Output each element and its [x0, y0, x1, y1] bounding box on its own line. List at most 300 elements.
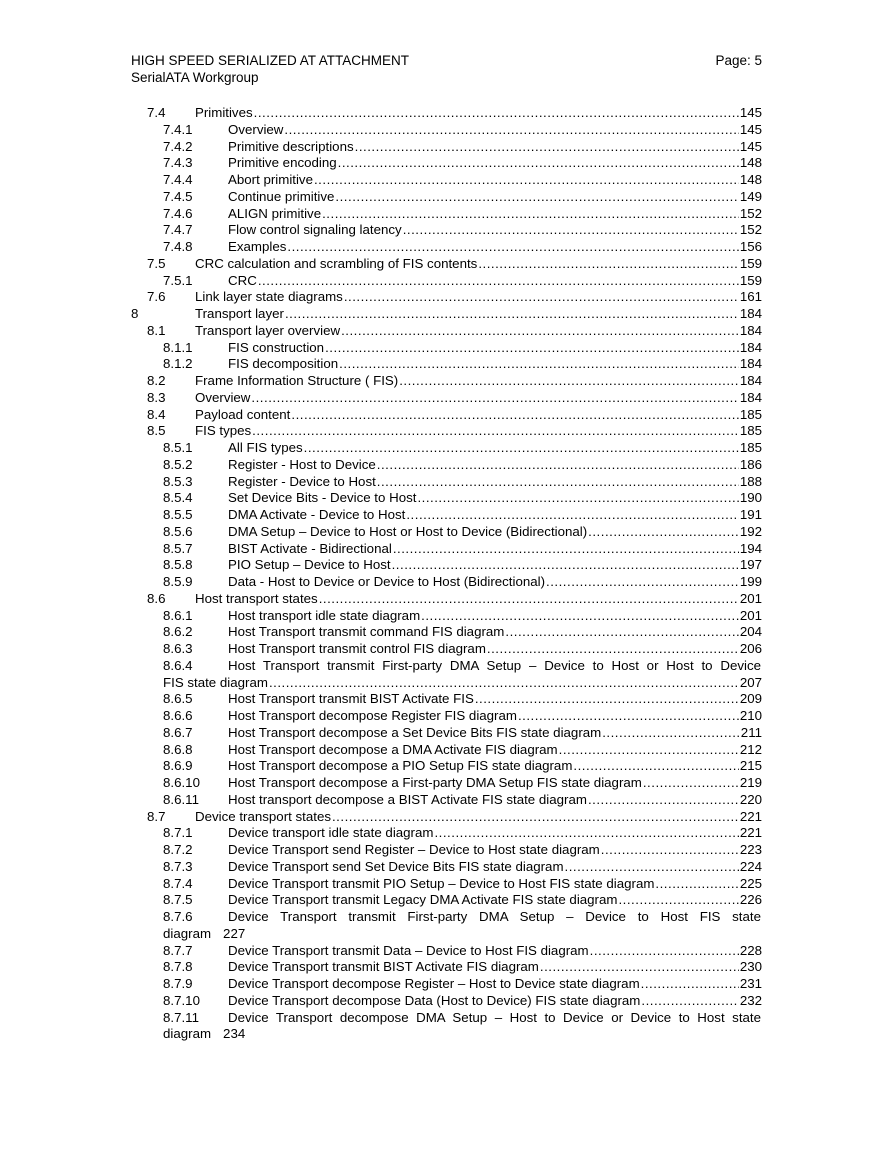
toc-entry-page: 204	[739, 624, 762, 640]
toc-entry[interactable]	[131, 557, 762, 574]
toc-entry-number: 8.7.1	[163, 825, 193, 841]
toc-dot-leader	[406, 507, 738, 524]
toc-entry-line	[131, 926, 762, 943]
toc-dot-leader	[325, 340, 739, 357]
toc-entry[interactable]	[131, 742, 762, 759]
toc-entry-page: 145	[739, 138, 762, 154]
toc-entry-title: Device Transport send Set Device Bits FIS state diagram	[228, 858, 564, 874]
toc-entry-body	[228, 189, 762, 206]
toc-entry-title: Host Transport decompose a Set Device Bits FIS state diagram	[228, 724, 602, 740]
toc-dot-leader	[643, 775, 739, 792]
toc-entry-number: 8.5.1	[163, 440, 193, 455]
toc-entry-title: DMA Activate - Device to Host	[228, 507, 406, 522]
toc-entry-number: 7.5	[147, 255, 166, 271]
toc-entry[interactable]	[131, 524, 762, 541]
toc-entry-number: 8.5.6	[163, 523, 193, 539]
toc-entry-body	[228, 608, 762, 625]
toc-entry-page: 161	[739, 289, 762, 305]
toc-dot-leader	[341, 323, 739, 340]
toc-entry-number: 7.4.8	[163, 239, 193, 254]
toc-entry[interactable]	[131, 373, 762, 390]
toc-dot-leader	[284, 122, 738, 139]
toc-entry-page: 231	[739, 976, 762, 991]
toc-entry-title: PIO Setup – Device to Host	[228, 557, 391, 573]
toc-entry[interactable]	[131, 775, 762, 792]
toc-entry-title: Transport layer overview	[195, 322, 341, 338]
toc-entry-page: 184	[739, 322, 762, 338]
toc-dot-leader	[285, 306, 739, 323]
toc-dot-leader	[304, 440, 739, 457]
toc-dot-leader	[403, 222, 739, 239]
toc-entry-body	[195, 591, 762, 608]
toc-entry-number: 8.6	[147, 590, 166, 606]
toc-entry-number: 8.7.3	[163, 858, 193, 874]
toc-entry-title: Host transport states	[195, 590, 318, 606]
toc-entry-body	[228, 541, 762, 558]
toc-dot-leader	[590, 943, 739, 960]
toc-entry-body	[228, 172, 762, 189]
organization-name: SerialATA Workgroup	[131, 70, 259, 85]
toc-entry-page: 184	[739, 306, 762, 321]
toc-entry[interactable]	[131, 189, 762, 206]
toc-entry[interactable]	[131, 691, 762, 708]
toc-entry-number: 8.4	[147, 406, 166, 422]
toc-entry-number: 7.5.1	[163, 272, 193, 288]
toc-entry[interactable]	[131, 390, 762, 407]
toc-dot-leader	[475, 691, 739, 708]
toc-dot-leader	[339, 356, 739, 373]
toc-entry-line	[131, 1026, 762, 1043]
toc-dot-leader	[573, 758, 738, 775]
toc-entry-page: 185	[739, 406, 762, 422]
toc-dot-leader	[314, 172, 739, 189]
toc-entry-title: Device Transport decompose Register – Host to Device state diagram	[228, 976, 640, 991]
toc-entry-body	[228, 340, 762, 357]
toc-entry-body	[195, 105, 762, 122]
toc-entry-page: 145	[739, 105, 762, 120]
toc-entry-line	[131, 658, 762, 675]
toc-entry-title: Register - Device to Host	[228, 473, 376, 489]
toc-entry[interactable]	[131, 641, 762, 658]
toc-entry-number: 8.5.2	[163, 456, 193, 472]
toc-dot-leader	[335, 189, 738, 206]
toc-entry-body	[228, 206, 762, 223]
toc-entry-number: 8.6.11	[163, 791, 199, 807]
toc-entry[interactable]	[131, 825, 762, 842]
toc-entry-body	[228, 842, 762, 859]
toc-entry[interactable]	[131, 876, 762, 893]
toc-entry-body	[228, 273, 762, 290]
toc-entry-number: 8.6.6	[163, 708, 193, 723]
toc-entry-number: 8.7.8	[163, 959, 193, 975]
toc-entry[interactable]	[131, 340, 762, 357]
toc-entry-title: CRC	[228, 272, 257, 288]
toc-dot-leader	[322, 206, 739, 223]
toc-entry-number: 7.4.6	[163, 205, 193, 221]
toc-dot-leader	[377, 474, 739, 491]
toc-entry-number: 7.6	[147, 289, 166, 305]
toc-entry-page: 212	[739, 741, 762, 757]
toc-entry[interactable]	[131, 423, 762, 440]
toc-dot-leader	[655, 876, 738, 893]
toc-entry-body	[228, 641, 762, 658]
toc-entry-number: 8.7.11	[163, 1009, 199, 1025]
toc-entry-title: BIST Activate - Bidirectional	[228, 540, 392, 556]
toc-entry-body	[228, 892, 762, 909]
toc-entry-title: Payload content	[195, 406, 291, 422]
toc-entry-page: 219	[739, 775, 762, 790]
toc-entry[interactable]	[131, 809, 762, 826]
toc-entry[interactable]	[131, 725, 762, 742]
toc-entry-title: Host Transport transmit BIST Activate FIS	[228, 691, 474, 707]
toc-entry-title: Device Transport transmit Legacy DMA Activate FIS state diagram	[228, 892, 618, 908]
toc-entry-body	[195, 306, 762, 323]
toc-entry-body	[228, 758, 762, 775]
toc-dot-leader	[393, 541, 739, 558]
toc-entry-number: 8.6.1	[163, 607, 193, 623]
toc-dot-leader	[258, 273, 739, 290]
toc-dot-leader	[355, 139, 739, 156]
page-number: Page: 5	[715, 53, 762, 68]
toc-entry-line	[131, 909, 762, 926]
toc-entry-body	[228, 1010, 762, 1027]
toc-entry-title: Host Transport decompose a First-party DMA Setup FIS state diagram	[228, 775, 642, 790]
toc-entry-number: 7.4.5	[163, 188, 193, 204]
toc-entry-number: 8.3	[147, 389, 166, 405]
toc-dot-leader	[602, 725, 740, 742]
toc-entry-title-continued: FIS state diagram	[163, 674, 268, 690]
toc-entry-page: 148	[739, 172, 762, 187]
toc-entry[interactable]	[131, 708, 762, 725]
toc-entry-number: 8.6.7	[163, 724, 193, 740]
toc-entry-title: Overview	[195, 389, 251, 405]
toc-entry-page: 191	[739, 507, 762, 522]
page-header	[131, 52, 762, 86]
toc-dot-leader	[417, 490, 738, 507]
toc-entry[interactable]	[131, 122, 762, 139]
toc-entry-page: 223	[739, 842, 762, 857]
toc-dot-leader	[377, 457, 739, 474]
toc-entry-page: 215	[739, 758, 762, 774]
toc-entry[interactable]	[131, 842, 762, 859]
toc-entry[interactable]	[131, 976, 762, 993]
toc-dot-leader	[252, 423, 739, 440]
toc-entry-number: 7.4.3	[163, 155, 193, 171]
toc-dot-leader	[618, 892, 738, 909]
toc-entry-number: 8.7	[147, 808, 166, 824]
toc-entry[interactable]	[131, 105, 762, 122]
toc-entry-number: 8.6.5	[163, 691, 193, 707]
toc-entry-title: Host Transport decompose Register FIS diagram	[228, 708, 517, 723]
toc-entry-title: Continue primitive	[228, 188, 335, 204]
toc-entry-title: Device transport states	[195, 808, 331, 824]
toc-entry[interactable]	[131, 859, 762, 876]
toc-entry[interactable]	[131, 273, 762, 290]
toc-entry-page: 152	[739, 205, 762, 221]
toc-entry-number: 8.7.4	[163, 875, 193, 891]
toc-entry-number: 8.6.2	[163, 624, 193, 640]
toc-dot-leader	[641, 993, 738, 1010]
toc-dot-leader	[392, 557, 739, 574]
toc-entry[interactable]	[131, 993, 762, 1010]
toc-entry-page: 224	[739, 858, 762, 874]
toc-entry-title: FIS types	[195, 423, 252, 439]
toc-entry-page: 159	[739, 255, 762, 271]
toc-entry[interactable]	[131, 658, 762, 692]
toc-entry-title: Primitives	[195, 105, 253, 120]
toc-entry-number: 7.4.7	[163, 222, 193, 238]
toc-dot-leader	[487, 641, 739, 658]
toc-entry-page: 201	[739, 607, 762, 623]
toc-entry-number: 8.6.9	[163, 758, 193, 774]
toc-entry-number: 8.5	[147, 423, 166, 439]
toc-entry-body	[228, 792, 762, 809]
toc-entry-title: DMA Setup – Device to Host or Host to Device (Bidirectional)	[228, 523, 588, 539]
toc-entry-body	[228, 524, 762, 541]
toc-entry[interactable]	[131, 139, 762, 156]
toc-entry-number: 8.6.4	[163, 657, 193, 673]
toc-entry[interactable]	[131, 206, 762, 223]
toc-entry-number: 8.5.9	[163, 574, 193, 589]
toc-entry-title: Primitive encoding	[228, 155, 337, 171]
toc-dot-leader	[641, 976, 739, 993]
toc-entry-title: Transport layer	[195, 306, 284, 321]
toc-entry-title: FIS construction	[228, 339, 325, 355]
toc-entry-title: Link layer state diagrams	[195, 289, 343, 305]
toc-entry-page: 226	[739, 892, 762, 908]
toc-entry-line	[131, 1010, 762, 1027]
toc-entry-number: 8.7.7	[163, 942, 193, 958]
toc-entry-title: Primitive descriptions	[228, 138, 354, 154]
toc-entry-title: Device Transport transmit First-party DMA Setup – Device to Host FIS state	[228, 909, 761, 924]
toc-entry-number: 7.4.1	[163, 121, 193, 137]
toc-dot-leader	[546, 574, 739, 591]
toc-entry-page: 186	[739, 456, 762, 472]
toc-entry[interactable]	[131, 892, 762, 909]
toc-dot-leader	[540, 959, 739, 976]
toc-entry-body	[228, 155, 762, 172]
toc-entry[interactable]	[131, 256, 762, 273]
toc-entry-number: 8.7.10	[163, 992, 200, 1008]
toc-entry-page: 159	[739, 272, 762, 288]
toc-entry-page: 227	[223, 925, 246, 941]
toc-entry[interactable]	[131, 574, 762, 591]
toc-entry-title: Device Transport send Register – Device to Host state diagram	[228, 842, 600, 857]
toc-entry-title: Set Device Bits - Device to Host	[228, 490, 417, 506]
toc-entry-body	[228, 507, 762, 524]
toc-dot-leader	[291, 407, 738, 424]
toc-entry-body	[228, 775, 762, 792]
toc-entry-page: 211	[740, 724, 762, 740]
toc-entry-title: Host Transport decompose a PIO Setup FIS state diagram	[228, 758, 573, 774]
toc-entry-number: 7.4.2	[163, 138, 193, 154]
toc-dot-leader	[434, 825, 738, 842]
toc-entry-body	[228, 490, 762, 507]
toc-dot-leader	[505, 624, 738, 641]
toc-entry-page: 210	[739, 708, 762, 723]
toc-entry[interactable]	[131, 1010, 762, 1044]
toc-dot-leader	[559, 742, 739, 759]
toc-entry-number: 8.7.9	[163, 976, 193, 991]
toc-entry-page: 232	[739, 992, 762, 1008]
toc-entry-body	[228, 356, 762, 373]
toc-entry-page: 185	[739, 440, 762, 455]
toc-entry-body	[228, 474, 762, 491]
toc-entry-page: 190	[739, 490, 762, 506]
toc-dot-leader	[588, 524, 739, 541]
toc-entry-number: 8.6.3	[163, 641, 193, 656]
toc-entry-page: 230	[739, 959, 762, 975]
toc-entry-page: 221	[739, 808, 762, 824]
toc-entry-title-continued: diagram	[163, 1026, 212, 1042]
toc-entry-page: 152	[739, 222, 762, 238]
toc-entry-number: 8.6.8	[163, 741, 193, 757]
toc-entry-body	[195, 289, 762, 306]
toc-entry-body	[195, 323, 762, 340]
toc-entry-title: Overview	[228, 121, 284, 137]
toc-entry-title: Host Transport transmit command FIS diagram	[228, 624, 505, 640]
toc-dot-leader	[588, 792, 739, 809]
toc-dot-leader	[269, 675, 739, 692]
toc-dot-leader	[254, 105, 739, 122]
toc-entry[interactable]	[131, 943, 762, 960]
toc-entry-body	[228, 239, 762, 256]
toc-entry-body	[228, 691, 762, 708]
toc-entry-title: Device transport idle state diagram	[228, 825, 434, 841]
toc-entry-page: 188	[739, 473, 762, 489]
toc-entry-number: 8	[131, 306, 139, 321]
toc-entry-title: Host transport idle state diagram	[228, 607, 421, 623]
toc-dot-leader	[518, 708, 739, 725]
toc-entry-page: 149	[739, 188, 762, 204]
toc-entry-number: 8.5.4	[163, 490, 193, 506]
toc-entry-number: 8.5.5	[163, 507, 193, 522]
toc-entry[interactable]	[131, 490, 762, 507]
toc-entry-number: 8.1.2	[163, 356, 193, 372]
toc-entry-page: 220	[739, 791, 762, 807]
toc-entry[interactable]	[131, 474, 762, 491]
toc-entry-number: 8.7.6	[163, 909, 193, 924]
toc-entry-page: 221	[739, 825, 762, 841]
toc-entry-body	[228, 139, 762, 156]
toc-entry[interactable]	[131, 792, 762, 809]
toc-entry[interactable]	[131, 222, 762, 239]
toc-entry-number: 8.2	[147, 373, 166, 388]
toc-entry-number: 8.1.1	[163, 339, 193, 355]
toc-entry-title: Abort primitive	[228, 172, 313, 187]
toc-entry-title: Data - Host to Device or Device to Host (Bidirectional)	[228, 574, 546, 589]
toc-entry-body	[228, 440, 762, 457]
toc-entry-body	[228, 725, 762, 742]
toc-entry[interactable]	[131, 624, 762, 641]
toc-dot-leader	[287, 239, 738, 256]
toc-entry-body	[228, 959, 762, 976]
toc-entry[interactable]	[131, 457, 762, 474]
toc-entry-page: 184	[739, 339, 762, 355]
toc-entry-page: 206	[739, 641, 762, 656]
toc-entry-body	[228, 222, 762, 239]
toc-entry[interactable]	[131, 507, 762, 524]
toc-entry-title: Register - Host to Device	[228, 456, 376, 472]
toc-entry[interactable]	[131, 909, 762, 943]
toc-entry[interactable]	[131, 407, 762, 424]
toc-entry-title: Device Transport decompose Data (Host to Device) FIS state diagram	[228, 992, 641, 1008]
toc-entry-body	[228, 122, 762, 139]
toc-entry[interactable]	[131, 758, 762, 775]
toc-entry-line	[131, 675, 762, 692]
toc-entry-page: 234	[223, 1026, 246, 1042]
toc-entry-body	[195, 809, 762, 826]
toc-dot-leader	[399, 373, 739, 390]
toc-entry-body	[228, 825, 762, 842]
toc-entry-body	[228, 976, 762, 993]
toc-entry-number: 8.6.10	[163, 775, 200, 790]
toc-entry-title: Device Transport transmit Data – Device to Host FIS diagram	[228, 942, 589, 958]
toc-entry-page: 156	[739, 239, 762, 254]
toc-entry[interactable]	[131, 959, 762, 976]
toc-entry-title-continued: diagram	[163, 925, 212, 941]
toc-entry-page: 145	[739, 121, 762, 137]
toc-entry-number: 8.1	[147, 322, 166, 338]
toc-dot-leader	[478, 256, 738, 273]
document-title: HIGH SPEED SERIALIZED AT ATTACHMENT	[131, 53, 410, 68]
toc-entry-title: Device Transport transmit PIO Setup – Device to Host FIS state diagram	[228, 875, 655, 891]
toc-entry[interactable]	[131, 608, 762, 625]
toc-entry-page: 201	[739, 590, 762, 606]
toc-entry-title: All FIS types	[228, 440, 303, 455]
toc-dot-leader	[332, 809, 739, 826]
toc-dot-leader	[565, 859, 739, 876]
toc-entry[interactable]	[131, 440, 762, 457]
table-of-contents	[131, 105, 762, 1043]
toc-entry-body	[228, 909, 762, 926]
toc-entry[interactable]	[131, 323, 762, 340]
toc-entry-page: 197	[739, 557, 762, 573]
toc-entry-title: CRC calculation and scrambling of FIS contents	[195, 255, 478, 271]
toc-entry-body	[195, 407, 762, 424]
toc-entry-number: 8.7.5	[163, 892, 193, 908]
toc-entry-title: Frame Information Structure ( FIS)	[195, 373, 399, 388]
toc-entry[interactable]	[131, 172, 762, 189]
toc-entry-page: 225	[739, 875, 762, 891]
toc-entry-page: 209	[739, 691, 762, 707]
toc-entry-title: Flow control signaling latency	[228, 222, 402, 238]
toc-dot-leader	[251, 390, 738, 407]
toc-entry-body	[228, 859, 762, 876]
toc-entry-body	[228, 624, 762, 641]
toc-dot-leader	[421, 608, 739, 625]
toc-entry-page: 184	[739, 356, 762, 372]
toc-entry[interactable]	[131, 239, 762, 256]
toc-entry[interactable]	[131, 289, 762, 306]
toc-entry[interactable]	[131, 591, 762, 608]
toc-entry-body	[228, 876, 762, 893]
toc-entry-title: Host Transport decompose a DMA Activate FIS diagram	[228, 741, 558, 757]
toc-entry[interactable]	[131, 306, 762, 323]
toc-entry-body	[195, 373, 762, 390]
toc-entry-body	[195, 423, 762, 440]
toc-entry[interactable]	[131, 155, 762, 172]
toc-entry-number: 8.5.3	[163, 473, 193, 489]
toc-entry-body	[228, 708, 762, 725]
toc-entry-title: Host transport decompose a BIST Activate FIS state diagram	[228, 791, 587, 807]
toc-entry-body	[228, 557, 762, 574]
toc-entry-title: Host Transport transmit First-party DMA Setup – Device to Host or Host to Device	[228, 657, 761, 673]
toc-entry[interactable]	[131, 541, 762, 558]
toc-entry-number: 8.5.7	[163, 540, 193, 556]
toc-entry-body	[228, 574, 762, 591]
toc-entry[interactable]	[131, 356, 762, 373]
